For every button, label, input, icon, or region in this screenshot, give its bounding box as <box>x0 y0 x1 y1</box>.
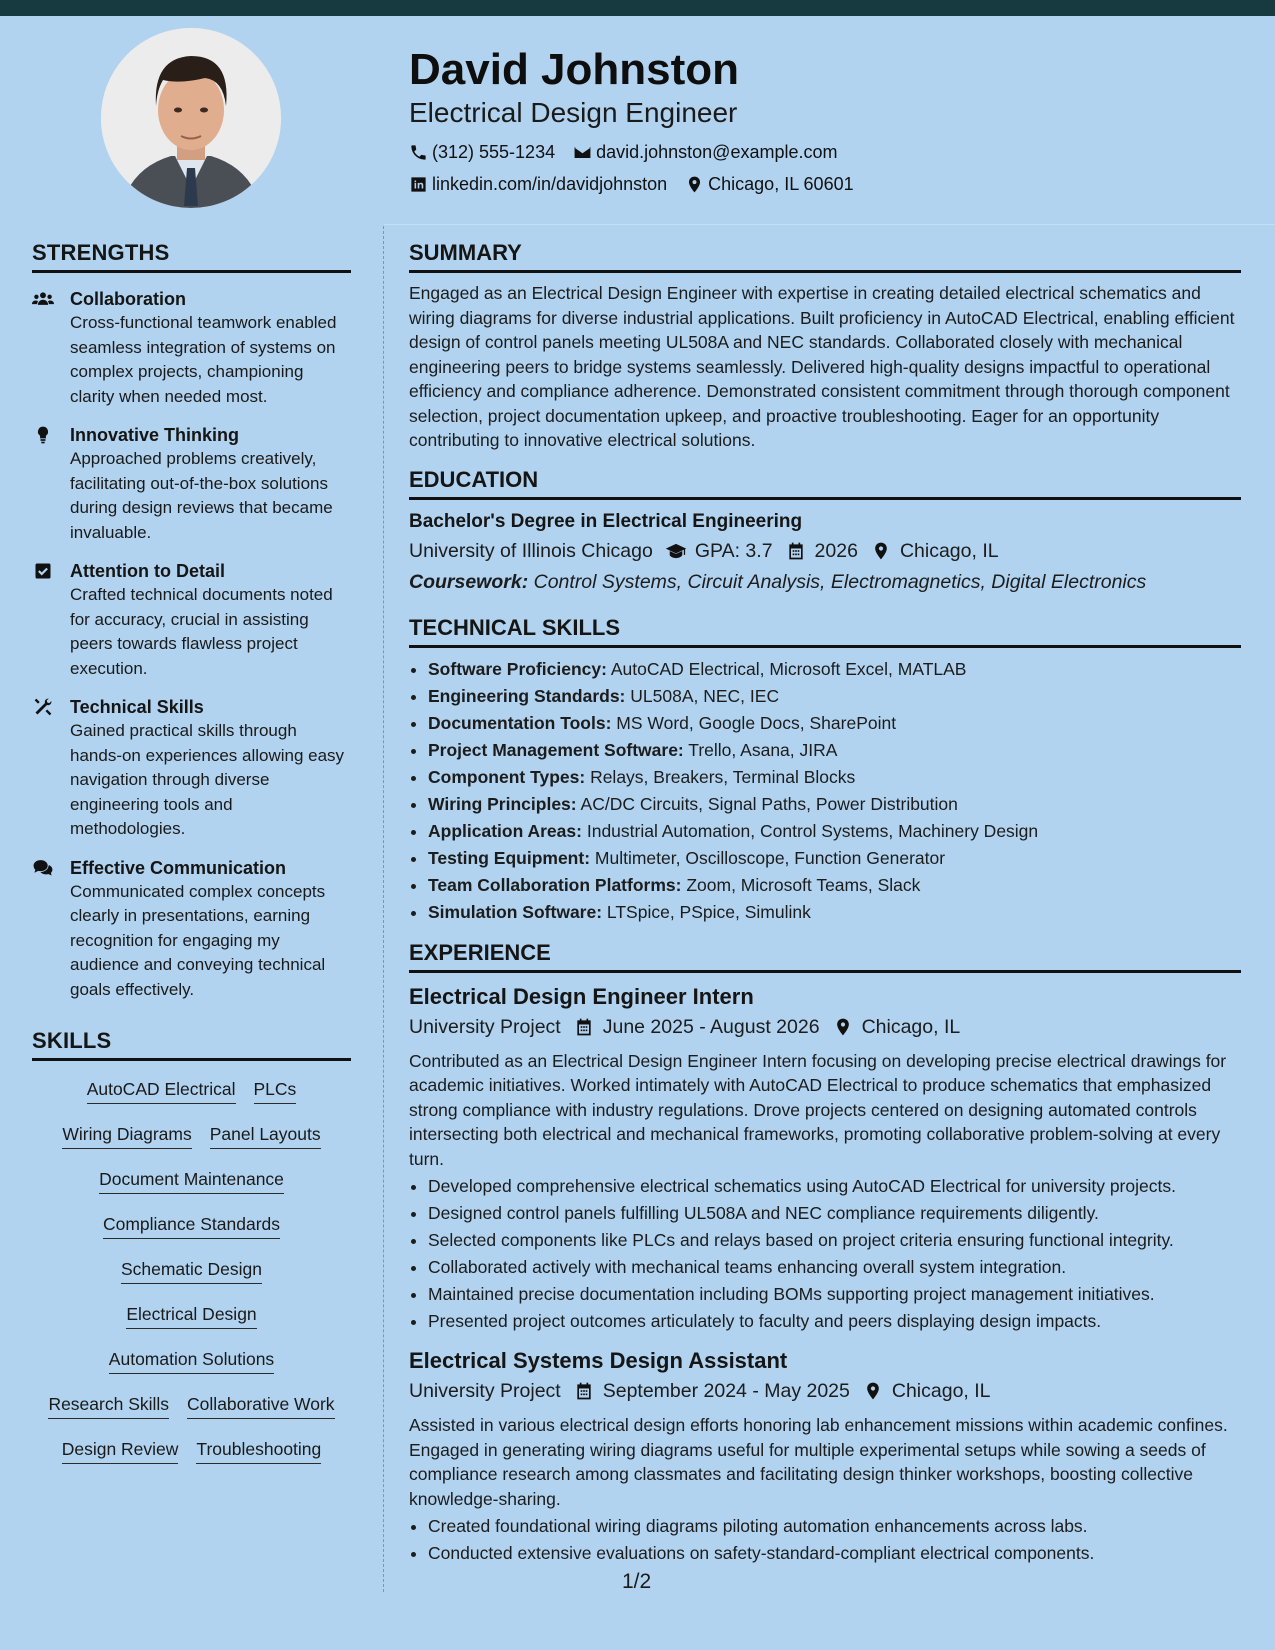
job-org: University Project <box>409 1380 561 1402</box>
education-location: Chicago, IL <box>870 535 999 567</box>
location-text: Chicago, IL 60601 <box>708 174 854 194</box>
strength-title: Collaboration <box>70 289 186 309</box>
job-org: University Project <box>409 1015 561 1038</box>
skill-tag: Collaborative Work <box>187 1392 335 1419</box>
calendar-icon <box>573 1017 595 1037</box>
contact-row-2 <box>409 168 1229 200</box>
job-dates: June 2025 - August 2026 <box>573 1011 820 1043</box>
list-item: • Presented project outcomes articulately to faculty and peers displaying design impacts. <box>428 1308 1241 1335</box>
job-location: Chicago, IL <box>832 1011 961 1043</box>
strength-item <box>32 856 351 1003</box>
skill-tag: Document Maintenance <box>99 1167 284 1194</box>
graduation-year: 2026 <box>785 535 858 567</box>
linkedin-text[interactable]: linkedin.com/in/davidjohnston <box>432 174 668 194</box>
linkedin-icon <box>409 175 428 194</box>
skill-tag: Panel Layouts <box>210 1122 321 1149</box>
tools-icon <box>32 697 54 717</box>
job-description: Contributed as an Electrical Design Engineer Intern focusing on developing precise electrical drawings for academic initiatives. Worked intimately with AutoCAD Electrical to produce schematics that emphasized strong compliance with industry regulations. Drove projects centered on designing automated controls intersecting both electrical and mechanical frameworks, promoting collaborative problem-solving at every turn. <box>409 1050 1227 1169</box>
skill-tag: Research Skills <box>48 1392 169 1419</box>
envelope-icon <box>573 143 592 162</box>
strength-desc: Cross-functional teamwork enabled seamless integration of systems on complex projects, championing clarity when needed most. <box>70 313 337 406</box>
phone-text: (312) 555-1234 <box>432 142 556 162</box>
resume-header <box>409 44 1229 200</box>
job-meta <box>409 1375 1241 1407</box>
skill-tag: PLCs <box>254 1077 297 1104</box>
strength-desc: Gained practical skills through hands-on experiences allowing easy navigation through diverse engineering tools and methodologies. <box>70 721 345 838</box>
map-pin-icon <box>832 1017 854 1037</box>
strength-desc: Communicated complex concepts clearly in presentations, earning recognition for engaging my audience and conveying technical goals effectively. <box>70 881 326 999</box>
skill-tag: Design Review <box>62 1437 179 1464</box>
map-pin-icon <box>685 175 704 194</box>
comments-icon <box>32 858 54 878</box>
profile-photo <box>101 28 281 208</box>
list-item: • Wiring Principles: AC/DC Circuits, Signal Paths, Power Distribution <box>428 791 1241 818</box>
summary-heading: SUMMARY <box>409 240 1241 273</box>
list-item: • Collaborated actively with mechanical teams enhancing overall system integration. <box>428 1254 1241 1281</box>
email-contact[interactable] <box>573 136 837 168</box>
page-number: 1/2 <box>622 1570 652 1593</box>
right-column <box>409 240 1241 1567</box>
job-dates: September 2024 - May 2025 <box>573 1375 850 1407</box>
strength-item <box>32 423 351 545</box>
skill-tag: Troubleshooting <box>196 1437 321 1464</box>
experience-section <box>409 940 1241 1568</box>
skill-tag: AutoCAD Electrical <box>87 1077 236 1104</box>
list-item: • Documentation Tools: MS Word, Google Docs, SharePoint <box>428 710 1241 737</box>
list-item: • Testing Equipment: Multimeter, Oscilloscope, Function Generator <box>428 845 1241 872</box>
list-item: • Project Management Software: Trello, Asana, JIRA <box>428 737 1241 764</box>
users-icon <box>32 289 54 309</box>
left-column <box>32 240 351 1482</box>
job-meta <box>409 1011 1241 1043</box>
summary-text: Engaged as an Electrical Design Engineer with expertise in creating detailed electrical schematics and wiring diagrams for diverse industrial applications. Built proficiency in AutoCAD Electrical, enabling efficient design of control panels meeting UL508A and NEC standards. Collaborated closely with mechanical engineering peers to bridge systems seamlessly. Delivered high-quality designs impactful to operational efficiency and compliance adherence. Demonstrated consistent commitment through thorough component selection, project documentation upkeep, and proactive troubleshooting. Eager for an opportunity contributing to innovative electrical solutions. <box>409 283 1235 450</box>
strength-desc: Crafted technical documents noted for accuracy, crucial in assisting peers towards flawless project execution. <box>70 585 333 678</box>
technical-skills-section <box>409 615 1241 926</box>
job-bullets <box>409 1513 1241 1567</box>
list-item: • Simulation Software: LTSpice, PSpice, Simulink <box>428 899 1241 926</box>
map-pin-icon <box>870 541 892 561</box>
skill-tag: Wiring Diagrams <box>62 1122 191 1149</box>
location-contact <box>685 168 853 200</box>
list-item: • Designed control panels fulfilling UL508A and NEC compliance requirements diligently. <box>428 1200 1241 1227</box>
list-item: • Maintained precise documentation including BOMs supporting project management initiatives. <box>428 1281 1241 1308</box>
skills-list <box>32 1077 351 1482</box>
header-divider <box>384 224 1275 225</box>
list-item: • Created foundational wiring diagrams piloting automation enhancements across labs. <box>428 1513 1241 1540</box>
strength-item <box>32 559 351 681</box>
education-section <box>409 467 1241 597</box>
job-location: Chicago, IL <box>862 1375 991 1407</box>
degree-title: Bachelor's Degree in Electrical Engineering <box>409 510 803 532</box>
phone-contact <box>409 136 555 168</box>
coursework: Coursework: Control Systems, Circuit Analysis, Electromagnetics, Digital Electronics <box>409 570 1147 593</box>
lightbulb-icon <box>32 425 54 445</box>
education-heading: EDUCATION <box>409 467 1241 500</box>
contact-row-1 <box>409 136 1229 168</box>
email-text[interactable]: david.johnston@example.com <box>596 142 838 162</box>
checkbox-icon <box>32 561 54 581</box>
strength-item <box>32 695 351 842</box>
strength-title: Attention to Detail <box>70 561 225 581</box>
gpa: GPA: 3.7 <box>665 535 773 567</box>
job-title: Electrical Systems Design Assistant <box>409 1348 788 1373</box>
list-item: • Software Proficiency: AutoCAD Electrical, Microsoft Excel, MATLAB <box>428 656 1241 683</box>
strength-title: Innovative Thinking <box>70 425 240 445</box>
graduation-cap-icon <box>665 541 687 561</box>
linkedin-contact[interactable] <box>409 168 667 200</box>
candidate-title: Electrical Design Engineer <box>409 97 738 128</box>
strengths-heading: STRENGTHS <box>32 240 351 273</box>
job-description: Assisted in various electrical design efforts honoring lab enhancement missions within academic confines. Engaged in generating wiring diagrams useful for multiple experimental setups while sowing a seeds of compliance research among classmates and facilitating design thinker workshops, boosting collective knowledge-sharing. <box>409 1415 1228 1509</box>
job-title: Electrical Design Engineer Intern <box>409 983 754 1009</box>
list-item: • Developed comprehensive electrical schematics using AutoCAD Electrical for university projects. <box>428 1173 1241 1200</box>
calendar-icon <box>785 541 807 561</box>
list-item: • Selected components like PLCs and relays based on project criteria ensuring functional integrity. <box>428 1227 1241 1254</box>
experience-heading: EXPERIENCE <box>409 940 1241 973</box>
education-meta <box>409 535 1241 567</box>
map-pin-icon <box>862 1381 884 1401</box>
column-divider <box>383 226 384 1592</box>
list-item: • Engineering Standards: UL508A, NEC, IEC <box>428 683 1241 710</box>
school-name: University of Illinois Chicago <box>409 539 653 562</box>
skill-tag: Schematic Design <box>121 1257 262 1284</box>
list-item: • Application Areas: Industrial Automation, Control Systems, Machinery Design <box>428 818 1241 845</box>
top-accent-bar <box>0 0 1275 16</box>
list-item: • Component Types: Relays, Breakers, Terminal Blocks <box>428 764 1241 791</box>
strength-title: Effective Communication <box>70 857 287 878</box>
technical-skills-list <box>409 656 1241 926</box>
strength-item <box>32 287 351 409</box>
list-item: • Conducted extensive evaluations on safety-standard-compliant electrical components. <box>428 1540 1241 1567</box>
skill-tag: Automation Solutions <box>109 1347 274 1374</box>
skill-tag: Compliance Standards <box>103 1212 280 1239</box>
technical-skills-heading: TECHNICAL SKILLS <box>409 615 1241 648</box>
calendar-icon <box>573 1381 595 1401</box>
phone-icon <box>409 143 428 162</box>
list-item: • Team Collaboration Platforms: Zoom, Microsoft Teams, Slack <box>428 872 1241 899</box>
skill-tag: Electrical Design <box>126 1302 256 1329</box>
skills-heading: SKILLS <box>32 1028 351 1061</box>
strength-title: Technical Skills <box>70 697 204 717</box>
job-bullets <box>409 1173 1241 1335</box>
strength-desc: Approached problems creatively, facilitating out-of-the-box solutions during design reviews that became invaluable. <box>70 449 333 542</box>
candidate-name: David Johnston <box>409 45 740 94</box>
